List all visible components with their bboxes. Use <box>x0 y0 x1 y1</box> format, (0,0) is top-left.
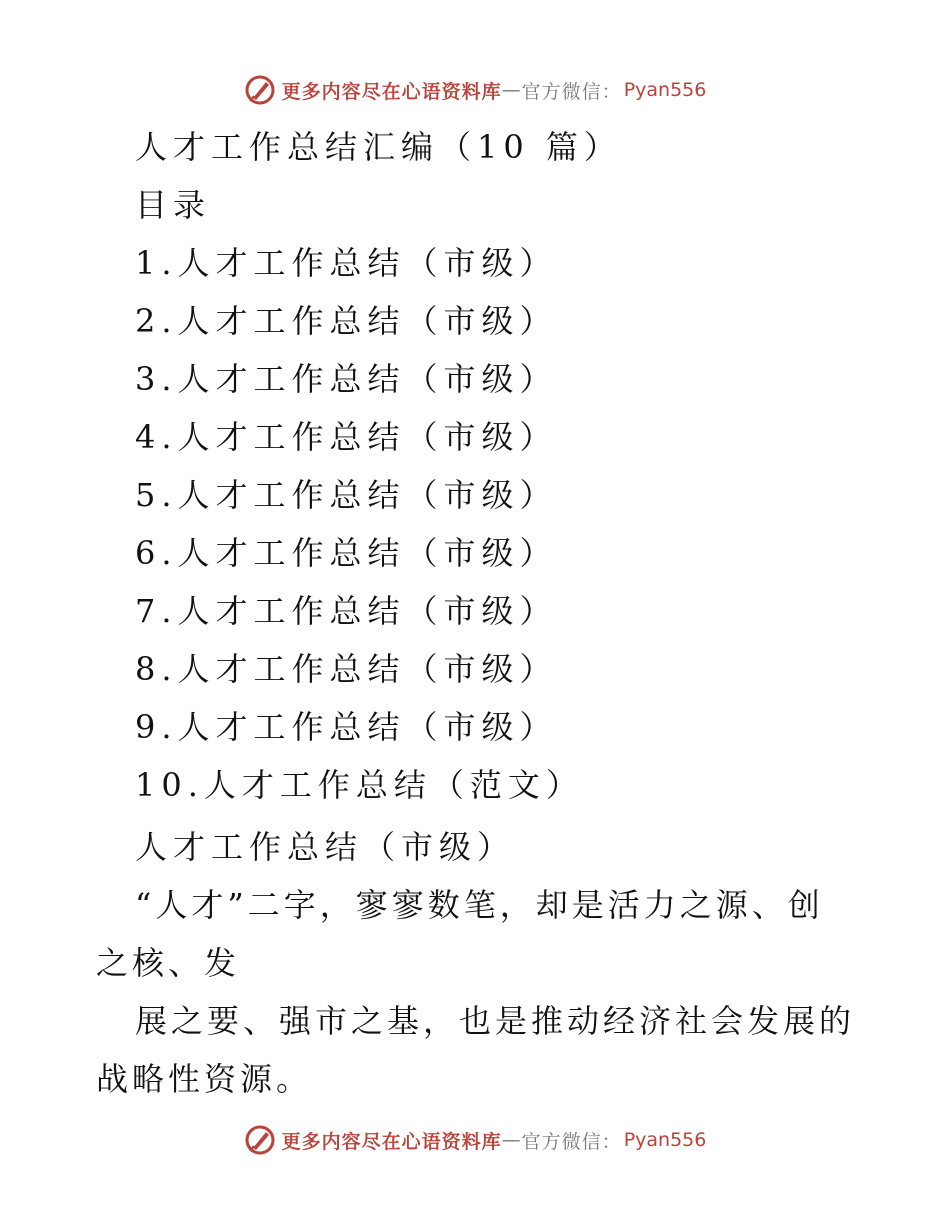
toc-item: 4.人才工作总结（市级） <box>135 418 558 456</box>
paragraph-text: “人才”二字，寥寥数笔，却是活力之源、创之核、发 <box>96 886 824 982</box>
watermark-separator: — <box>501 79 522 101</box>
toc-item: 10.人才工作总结（范文） <box>135 766 584 804</box>
toc-item: 1.人才工作总结（市级） <box>135 244 558 282</box>
watermark-wechat-label: 官方微信： <box>521 80 622 103</box>
body-paragraph <box>96 992 856 1108</box>
watermark-wechat-label: 官方微信： <box>521 1130 622 1153</box>
footer-watermark <box>0 1120 950 1160</box>
watermark-separator: — <box>501 1129 522 1151</box>
quill-logo-icon <box>244 1124 276 1156</box>
toc-item: 8.人才工作总结（市级） <box>135 650 558 688</box>
watermark-wechat-id: Pyan556 <box>623 1129 707 1151</box>
toc-item: 2.人才工作总结（市级） <box>135 302 558 340</box>
paragraph-text: 展之要、强市之基，也是推动经济社会发展的战略性资源。 <box>96 1002 856 1098</box>
document-title: 人才工作总结汇编（10 篇） <box>135 128 622 166</box>
watermark-site-text: 更多内容尽在心语资料库 <box>281 80 502 103</box>
toc-item: 6.人才工作总结（市级） <box>135 534 558 572</box>
toc-item: 7.人才工作总结（市级） <box>135 592 558 630</box>
quill-logo-icon <box>244 74 276 106</box>
toc-item: 9.人才工作总结（市级） <box>135 708 558 746</box>
toc-heading: 目录 <box>135 186 212 224</box>
body-paragraph <box>96 876 856 992</box>
section-title: 人才工作总结（市级） <box>135 828 516 866</box>
header-watermark <box>0 70 950 110</box>
toc-item: 5.人才工作总结（市级） <box>135 476 558 514</box>
toc-item: 3.人才工作总结（市级） <box>135 360 558 398</box>
watermark-site-text: 更多内容尽在心语资料库 <box>281 1130 502 1153</box>
watermark-wechat-id: Pyan556 <box>623 79 707 101</box>
